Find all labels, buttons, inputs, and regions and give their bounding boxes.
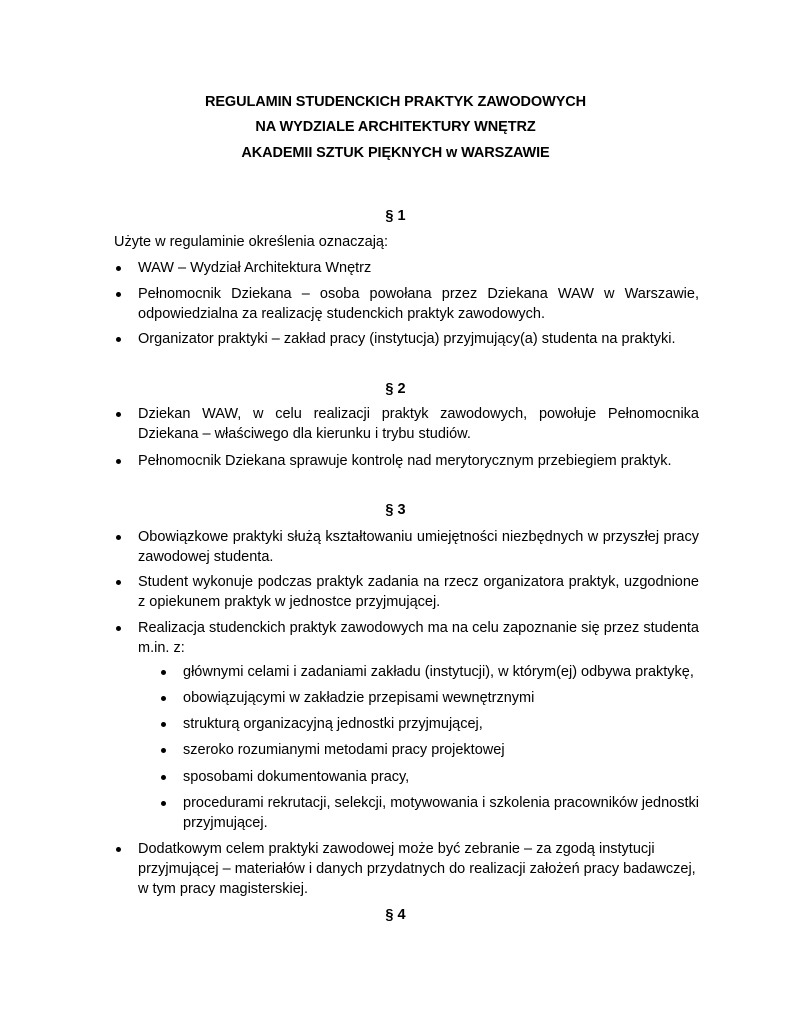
section-3-subitem-2: obowiązującymi w zakładzie przepisami wewnętrznymi — [183, 690, 535, 706]
bullet-icon — [116, 626, 121, 631]
section-3-item-2: Student wykonuje podczas praktyk zadania na rzecz organizatora praktyk, uzgodnione z opiekunem praktyk w jednostce przyjmującej. — [138, 574, 699, 610]
bullet-icon — [116, 847, 121, 852]
section-3-subitem-1: głównymi celami i zadaniami zakładu (instytucji), w którym(ej) odbywa praktykę, — [183, 664, 694, 680]
section-3-item-1: Obowiązkowe praktyki służą kształtowaniu umiejętności niezbędnych w przyszłej pracy zawodowej studenta. — [138, 529, 699, 565]
section-2-heading: § 2 — [385, 381, 406, 397]
bullet-icon — [161, 801, 166, 806]
section-3-subitem-3: strukturą organizacyjną jednostki przyjmującej, — [183, 716, 483, 732]
document-title-line-2: NA WYDZIALE ARCHITEKTURY WNĘTRZ — [255, 119, 536, 135]
section-1-heading: § 1 — [385, 208, 406, 224]
bullet-icon — [116, 337, 121, 342]
document-title-line-1: REGULAMIN STUDENCKICH PRAKTYK ZAWODOWYCH — [204, 94, 587, 110]
section-3-subitem-4: szeroko rozumianymi metodami pracy projektowej — [183, 742, 505, 758]
section-1-item-2: Pełnomocnik Dziekana – osoba powołana przez Dziekana WAW w Warszawie, odpowiedzialna za realizację studenckich praktyk zawodowych. — [138, 286, 699, 322]
section-2-item-1: Dziekan WAW, w celu realizacji praktyk zawodowych, powołuje Pełnomocnika Dziekana – właściwego dla kierunku i trybu studiów. — [138, 406, 699, 442]
bullet-icon — [161, 748, 166, 753]
bullet-icon — [161, 670, 166, 675]
bullet-icon — [116, 266, 121, 271]
bullet-icon — [161, 775, 166, 780]
bullet-icon — [161, 722, 166, 727]
section-1-item-3: Organizator praktyki – zakład pracy (instytucja) przyjmujący(a) studenta na praktyki. — [138, 331, 676, 347]
section-3-item-3: Realizacja studenckich praktyk zawodowych ma na celu zapoznanie się przez studenta m.in. z: — [138, 620, 699, 656]
section-4-heading: § 4 — [385, 907, 406, 923]
section-3-subitem-6: procedurami rekrutacji, selekcji, motywowania i szkolenia pracowników jednostki przyjmującej. — [183, 795, 699, 831]
bullet-icon — [116, 535, 121, 540]
section-3-heading: § 3 — [385, 502, 406, 518]
section-3-item-4: Dodatkowym celem praktyki zawodowej może być zebranie – za zgodą instytucji przyjmującej – materiałów i danych przydatnych do realizacji założeń pracy badawczej, w tym pracy magisterskiej. — [138, 841, 696, 897]
document-title-line-3: AKADEMII SZTUK PIĘKNYCH w WARSZAWIE — [241, 145, 550, 161]
section-1-item-1: WAW – Wydział Architektura Wnętrz — [138, 260, 372, 276]
bullet-icon — [161, 696, 166, 701]
bullet-icon — [116, 459, 121, 464]
section-2-item-2: Pełnomocnik Dziekana sprawuje kontrolę nad merytorycznym przebiegiem praktyk. — [138, 453, 672, 469]
section-3-subitem-5: sposobami dokumentowania pracy, — [183, 769, 410, 785]
bullet-icon — [116, 292, 121, 297]
bullet-icon — [116, 412, 121, 417]
section-1-intro: Użyte w regulaminie określenia oznaczają: — [114, 234, 389, 250]
bullet-icon — [116, 580, 121, 585]
